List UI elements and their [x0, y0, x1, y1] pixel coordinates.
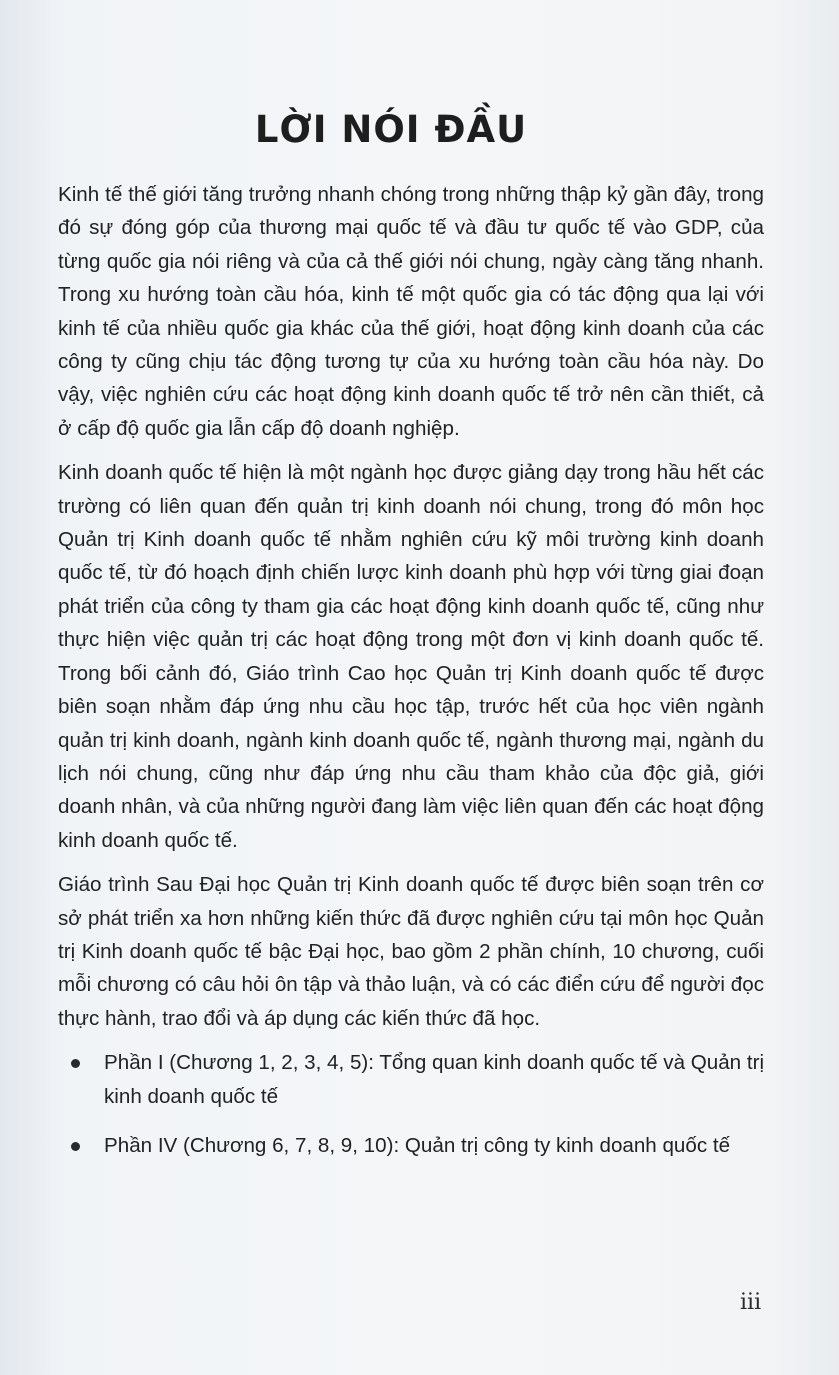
- list-item-text: Phần I (Chương 1, 2, 3, 4, 5): Tổng quan kinh doanh quốc tế và Quản trị kinh doanh quốc tế: [104, 1051, 765, 1108]
- paragraph-3: Giáo trình Sau Đại học Quản trị Kinh doanh quốc tế được biên soạn trên cơ sở phát triển xa hơn những kiến thức đã được nghiên cứu tại môn học Quản trị Kinh doanh quốc tế bậc Đại học, bao gồm 2 phần chính, 10 chương, cuối mỗi chương có câu hỏi ôn tập và thảo luận, và có các điển cứu để người đọc thực hành, trao đổi và áp dụng các kiến thức đã học.: [58, 873, 764, 1030]
- bullet-list: [58, 1046, 764, 1162]
- page-title: LỜI NÓI ĐẦU: [254, 108, 528, 151]
- list-item-text: Phần IV (Chương 6, 7, 8, 9, 10): Quản trị công ty kinh doanh quốc tế: [104, 1133, 731, 1157]
- bullet-icon: [71, 1142, 80, 1151]
- paragraph-2: Kinh doanh quốc tế hiện là một ngành học được giảng dạy trong hầu hết các trường có liên quan đến quản trị kinh doanh nói chung, trong đó môn học Quản trị Kinh doanh quốc tế nhằm nghiên cứu kỹ môi trường kinh doanh quốc tế, từ đó hoạch định chiến lược kinh doanh phù hợp với từng giai đoạn phát triển của công ty tham gia các hoạt động kinh doanh quốc tế, cũng như thực hiện việc quản trị các hoạt động trong một đơn vị kinh doanh quốc tế. Trong bối cảnh đó, Giáo trình Cao học Quản trị Kinh doanh quốc tế được biên soạn nhằm đáp ứng nhu cầu học tập, trước hết của học viên ngành quản trị kinh doanh, ngành kinh doanh quốc tế, ngành thương mại, ngành du lịch nói chung, cũng như đáp ứng nhu cầu tham khảo của độc giả, giới doanh nhân, và của những người đang làm việc liên quan đến các hoạt động kinh doanh quốc tế.: [58, 461, 764, 852]
- list-item: [58, 1046, 764, 1113]
- list-item: [58, 1129, 764, 1162]
- paragraph-1: Kinh tế thế giới tăng trưởng nhanh chóng trong những thập kỷ gần đây, trong đó sự đóng góp của thương mại quốc tế và đầu tư quốc tế vào GDP, của từng quốc gia nói riêng và của cả thế giới nói chung, ngày càng tăng nhanh. Trong xu hướng toàn cầu hóa, kinh tế một quốc gia có tác động qua lại với kinh tế của nhiều quốc gia khác của thế giới, hoạt động kinh doanh của các công ty cũng chịu tác động tương tự của xu hướng toàn cầu hóa này. Do vậy, việc nghiên cứu các hoạt động kinh doanh quốc tế trở nên cần thiết, cả ở cấp độ quốc gia lẫn cấp độ doanh nghiệp.: [58, 183, 764, 440]
- bullet-icon: [71, 1059, 80, 1068]
- body-text: [58, 178, 764, 1178]
- page-number: iii: [740, 1290, 762, 1315]
